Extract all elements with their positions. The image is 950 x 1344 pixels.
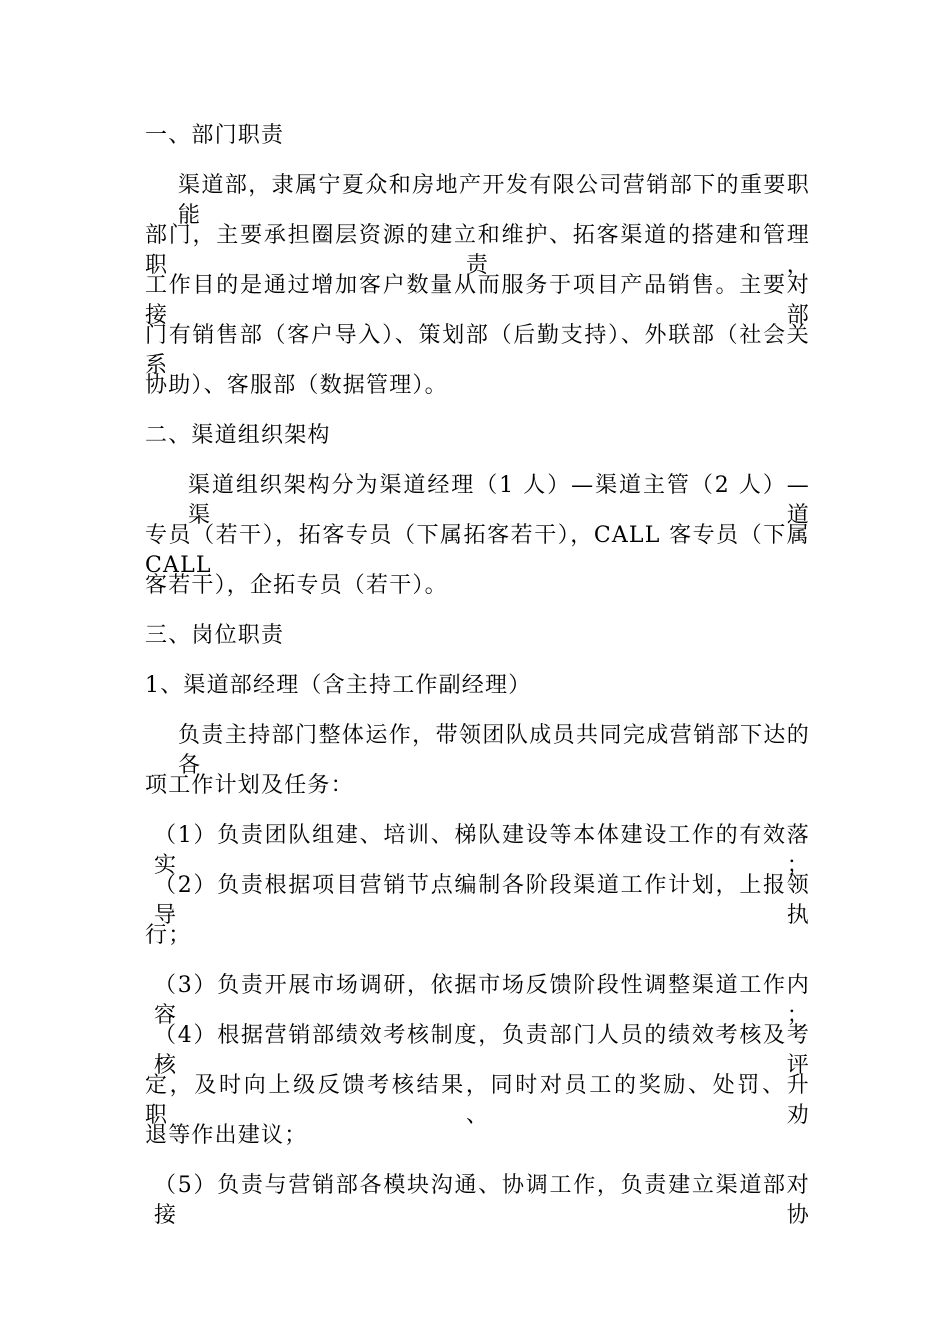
section-heading-org-structure: 二、渠道组织架构 (145, 423, 331, 448)
list-item-4-continuation: 退等作出建议； (145, 1123, 308, 1148)
list-item-1: （1）负责团队组建、培训、梯队建设等本体建设工作的有效落实； (154, 823, 810, 878)
paragraph-line: 渠道部，隶属宁夏众和房地产开发有限公司营销部下的重要职能 (178, 173, 810, 228)
section-heading-department-duties: 一、部门职责 (145, 123, 285, 148)
list-item-3: （3）负责开展市场调研，依据市场反馈阶段性调整渠道工作内容； (154, 973, 810, 1028)
paragraph-line: 门有销售部（客户导入）、策划部（后勤支持）、外联部（社会关系 (145, 323, 810, 378)
paragraph-line: 负责主持部门整体运作，带领团队成员共同完成营销部下达的各 (178, 723, 810, 778)
paragraph-line: 部门，主要承担圈层资源的建立和维护、拓客渠道的搭建和管理职责， (145, 223, 810, 278)
paragraph-line: 协助）、客服部（数据管理）。 (145, 373, 448, 398)
list-item-4: （4）根据营销部绩效考核制度，负责部门人员的绩效考核及考核评 (154, 1023, 810, 1078)
paragraph-line: 客若干），企拓专员（若干）。 (145, 573, 448, 598)
list-item-5: （5）负责与营销部各模块沟通、协调工作，负责建立渠道部对接协 (154, 1173, 810, 1228)
list-item-2-continuation: 行； (145, 923, 192, 948)
paragraph-line: 项工作计划及任务： (145, 773, 354, 798)
paragraph-line: 工作目的是通过增加客户数量从而服务于项目产品销售。主要对接部 (145, 273, 810, 328)
subsection-heading-manager: 1、渠道部经理（含主持工作副经理） (145, 673, 532, 698)
list-item-2: （2）负责根据项目营销节点编制各阶段渠道工作计划，上报领导执 (154, 873, 810, 928)
paragraph-line: 渠道组织架构分为渠道经理（1 人）—渠道主管（2 人）—渠道 (188, 473, 810, 528)
section-heading-job-duties: 三、岗位职责 (145, 623, 285, 648)
paragraph-line: 专员（若干），拓客专员（下属拓客若干），CALL 客专员（下属 CALL (145, 523, 810, 578)
list-item-4-continuation: 定，及时向上级反馈考核结果，同时对员工的奖励、处罚、升职、劝 (145, 1073, 810, 1128)
